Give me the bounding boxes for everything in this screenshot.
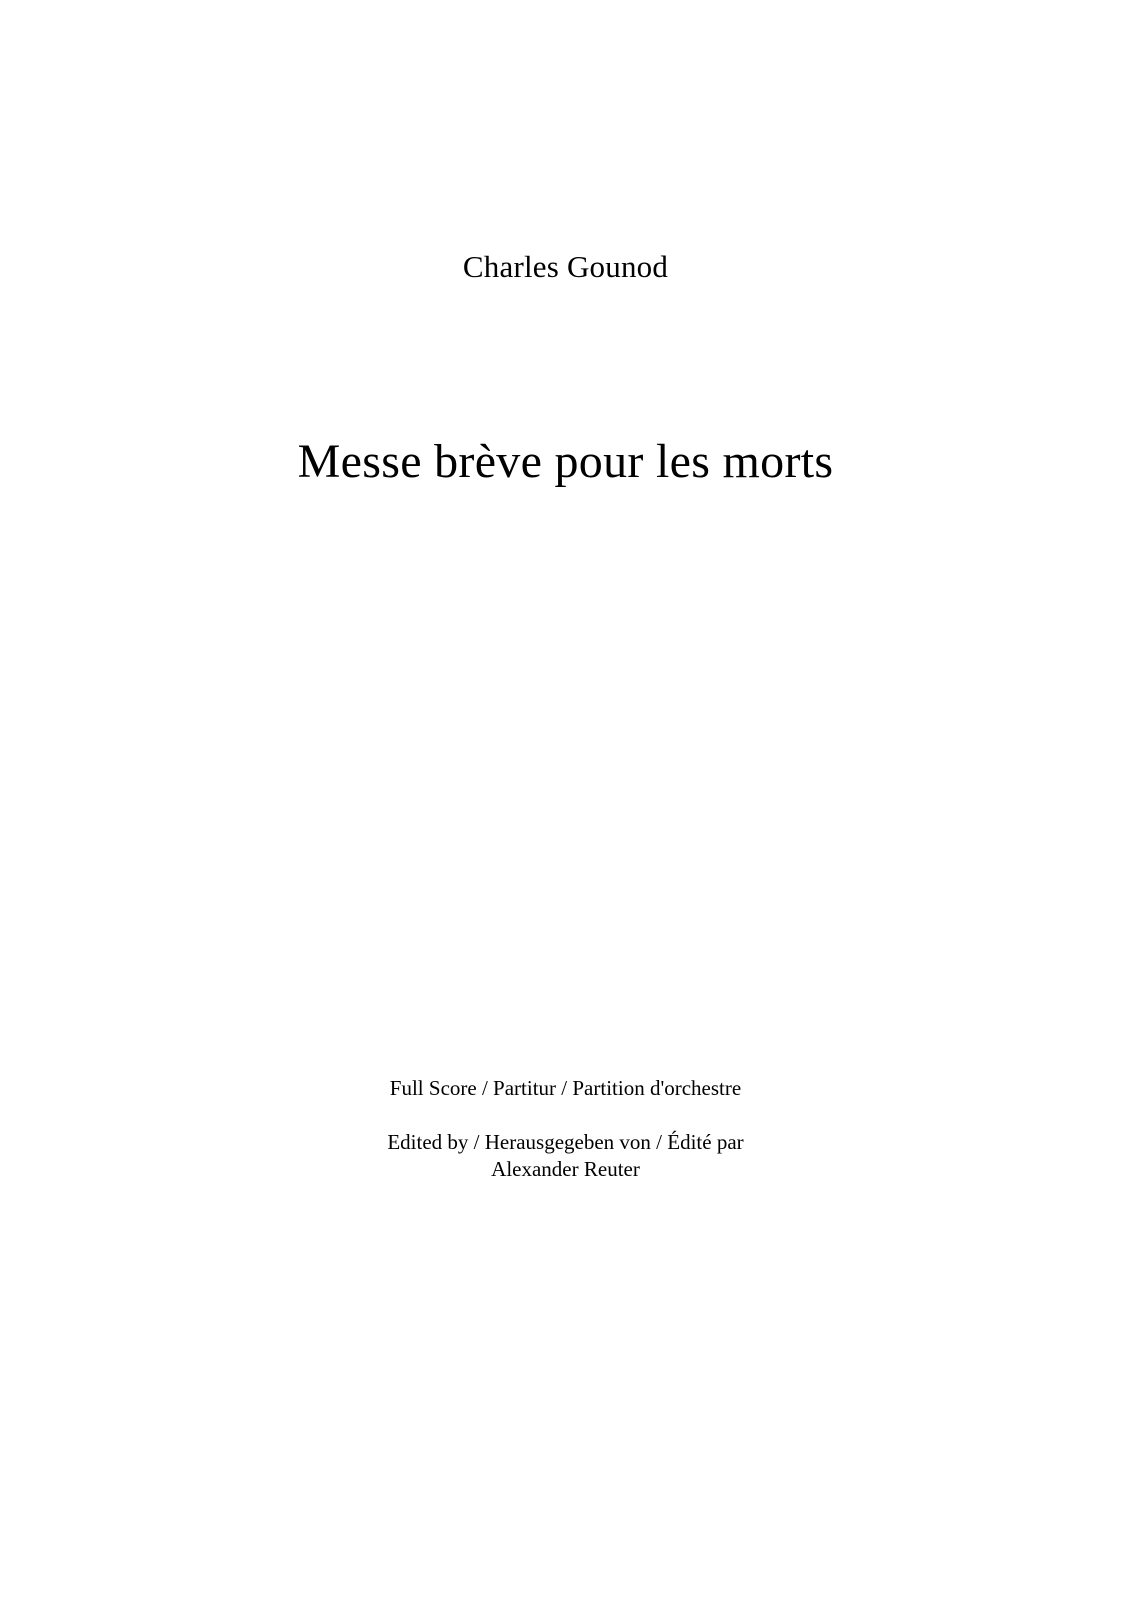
composer-name: Charles Gounod: [462, 249, 669, 284]
editor-name: Alexander Reuter: [491, 1157, 640, 1181]
score-type-line: Full Score / Partitur / Partition d'orchestre: [389, 1076, 742, 1100]
editor-label: Edited by / Herausgegeben von / Édité par: [387, 1130, 744, 1154]
editor-credit: [0, 1129, 1131, 1183]
work-title: Messe brève pour les morts: [297, 435, 834, 488]
